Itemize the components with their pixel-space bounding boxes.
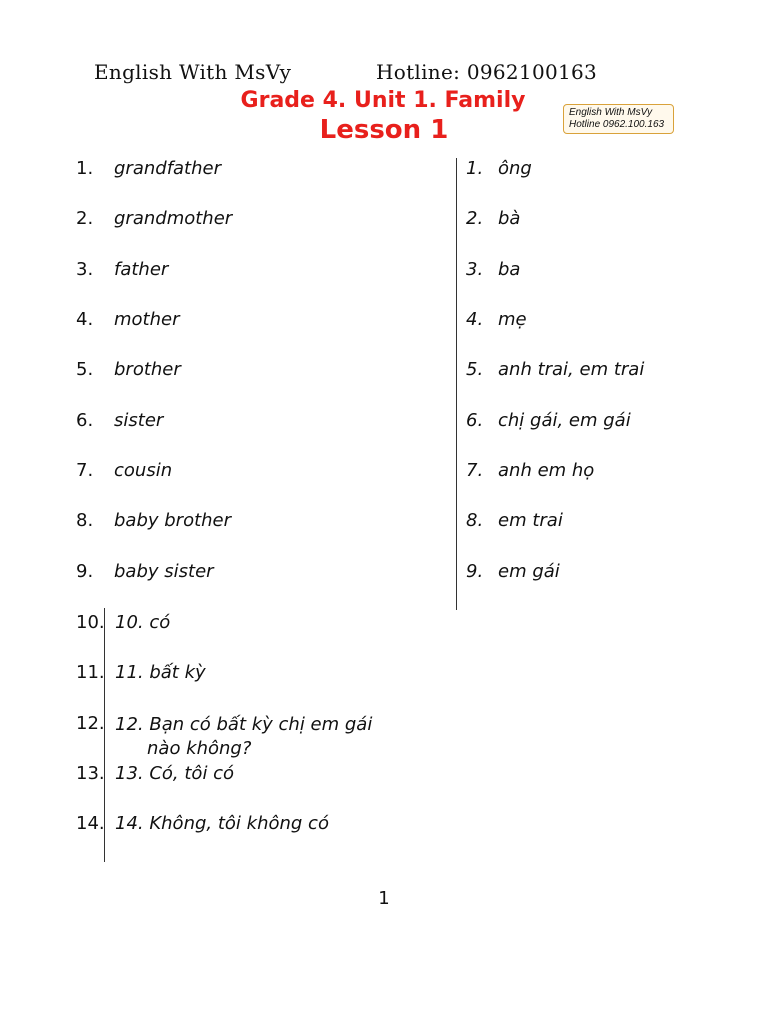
item-word: cousin [114, 460, 173, 481]
page-header [0, 58, 768, 88]
grade-unit-title: Grade 4. Unit 1. Family [240, 88, 526, 113]
item-phrase: 13. Có, tôi có [115, 763, 235, 784]
item-number: 9. [76, 561, 94, 582]
item-number: 7. [466, 460, 484, 481]
item-phrase: 12. Bạn có bất kỳ chị em gái nào không? [115, 714, 373, 759]
item-number: 9. [466, 561, 484, 582]
item-word: grandmother [114, 208, 233, 229]
item-word: grandfather [114, 158, 221, 179]
item-word: anh trai, em trai [498, 359, 645, 380]
item-word: bà [498, 208, 521, 229]
item-word: sister [114, 410, 164, 431]
item-number: 1. [76, 158, 94, 179]
item-word: em trai [498, 510, 563, 531]
item-number: 8. [466, 510, 484, 531]
item-number: 13. [76, 763, 105, 784]
page-number: 1 [378, 888, 390, 909]
item-number: 4. [76, 309, 94, 330]
item-number: 7. [76, 460, 94, 481]
item-number: 5. [466, 359, 484, 380]
item-number: 5. [76, 359, 94, 380]
item-phrase: 11. bất kỳ [115, 662, 206, 683]
lesson-title: Lesson 1 [319, 115, 449, 145]
item-number: 6. [466, 410, 484, 431]
item-word: ông [498, 158, 532, 179]
item-word: mẹ [498, 309, 527, 330]
brand-name: English With MsVy [94, 60, 292, 84]
item-number: 3. [466, 259, 484, 280]
item-word: baby sister [114, 561, 214, 582]
item-number: 11. [76, 662, 105, 683]
item-word: chị gái, em gái [498, 410, 631, 431]
item-word: baby brother [114, 510, 232, 531]
item-phrase: 14. Không, tôi không có [115, 813, 329, 834]
stamp-line-brand: English With MsVy [569, 107, 653, 118]
item-number: 12. [76, 713, 105, 734]
hotline-text: Hotline: 0962100163 [376, 60, 598, 84]
stamp-line-hotline: Hotline 0962.100.163 [569, 119, 665, 130]
item-number: 2. [76, 208, 94, 229]
item-word: em gái [498, 561, 560, 582]
item-number: 1. [466, 158, 484, 179]
item-number: 14. [76, 813, 105, 834]
item-number: 4. [466, 309, 484, 330]
item-word: brother [114, 359, 181, 380]
column-divider [456, 158, 457, 610]
item-word: father [114, 259, 169, 280]
item-number: 8. [76, 510, 94, 531]
item-number: 10. [76, 612, 105, 633]
item-number: 6. [76, 410, 94, 431]
item-word: anh em họ [498, 460, 595, 481]
item-phrase: 10. có [115, 612, 171, 633]
item-number: 2. [466, 208, 484, 229]
item-word: mother [114, 309, 180, 330]
brand-stamp [563, 104, 674, 134]
item-word: ba [498, 259, 521, 280]
item-number: 3. [76, 259, 94, 280]
